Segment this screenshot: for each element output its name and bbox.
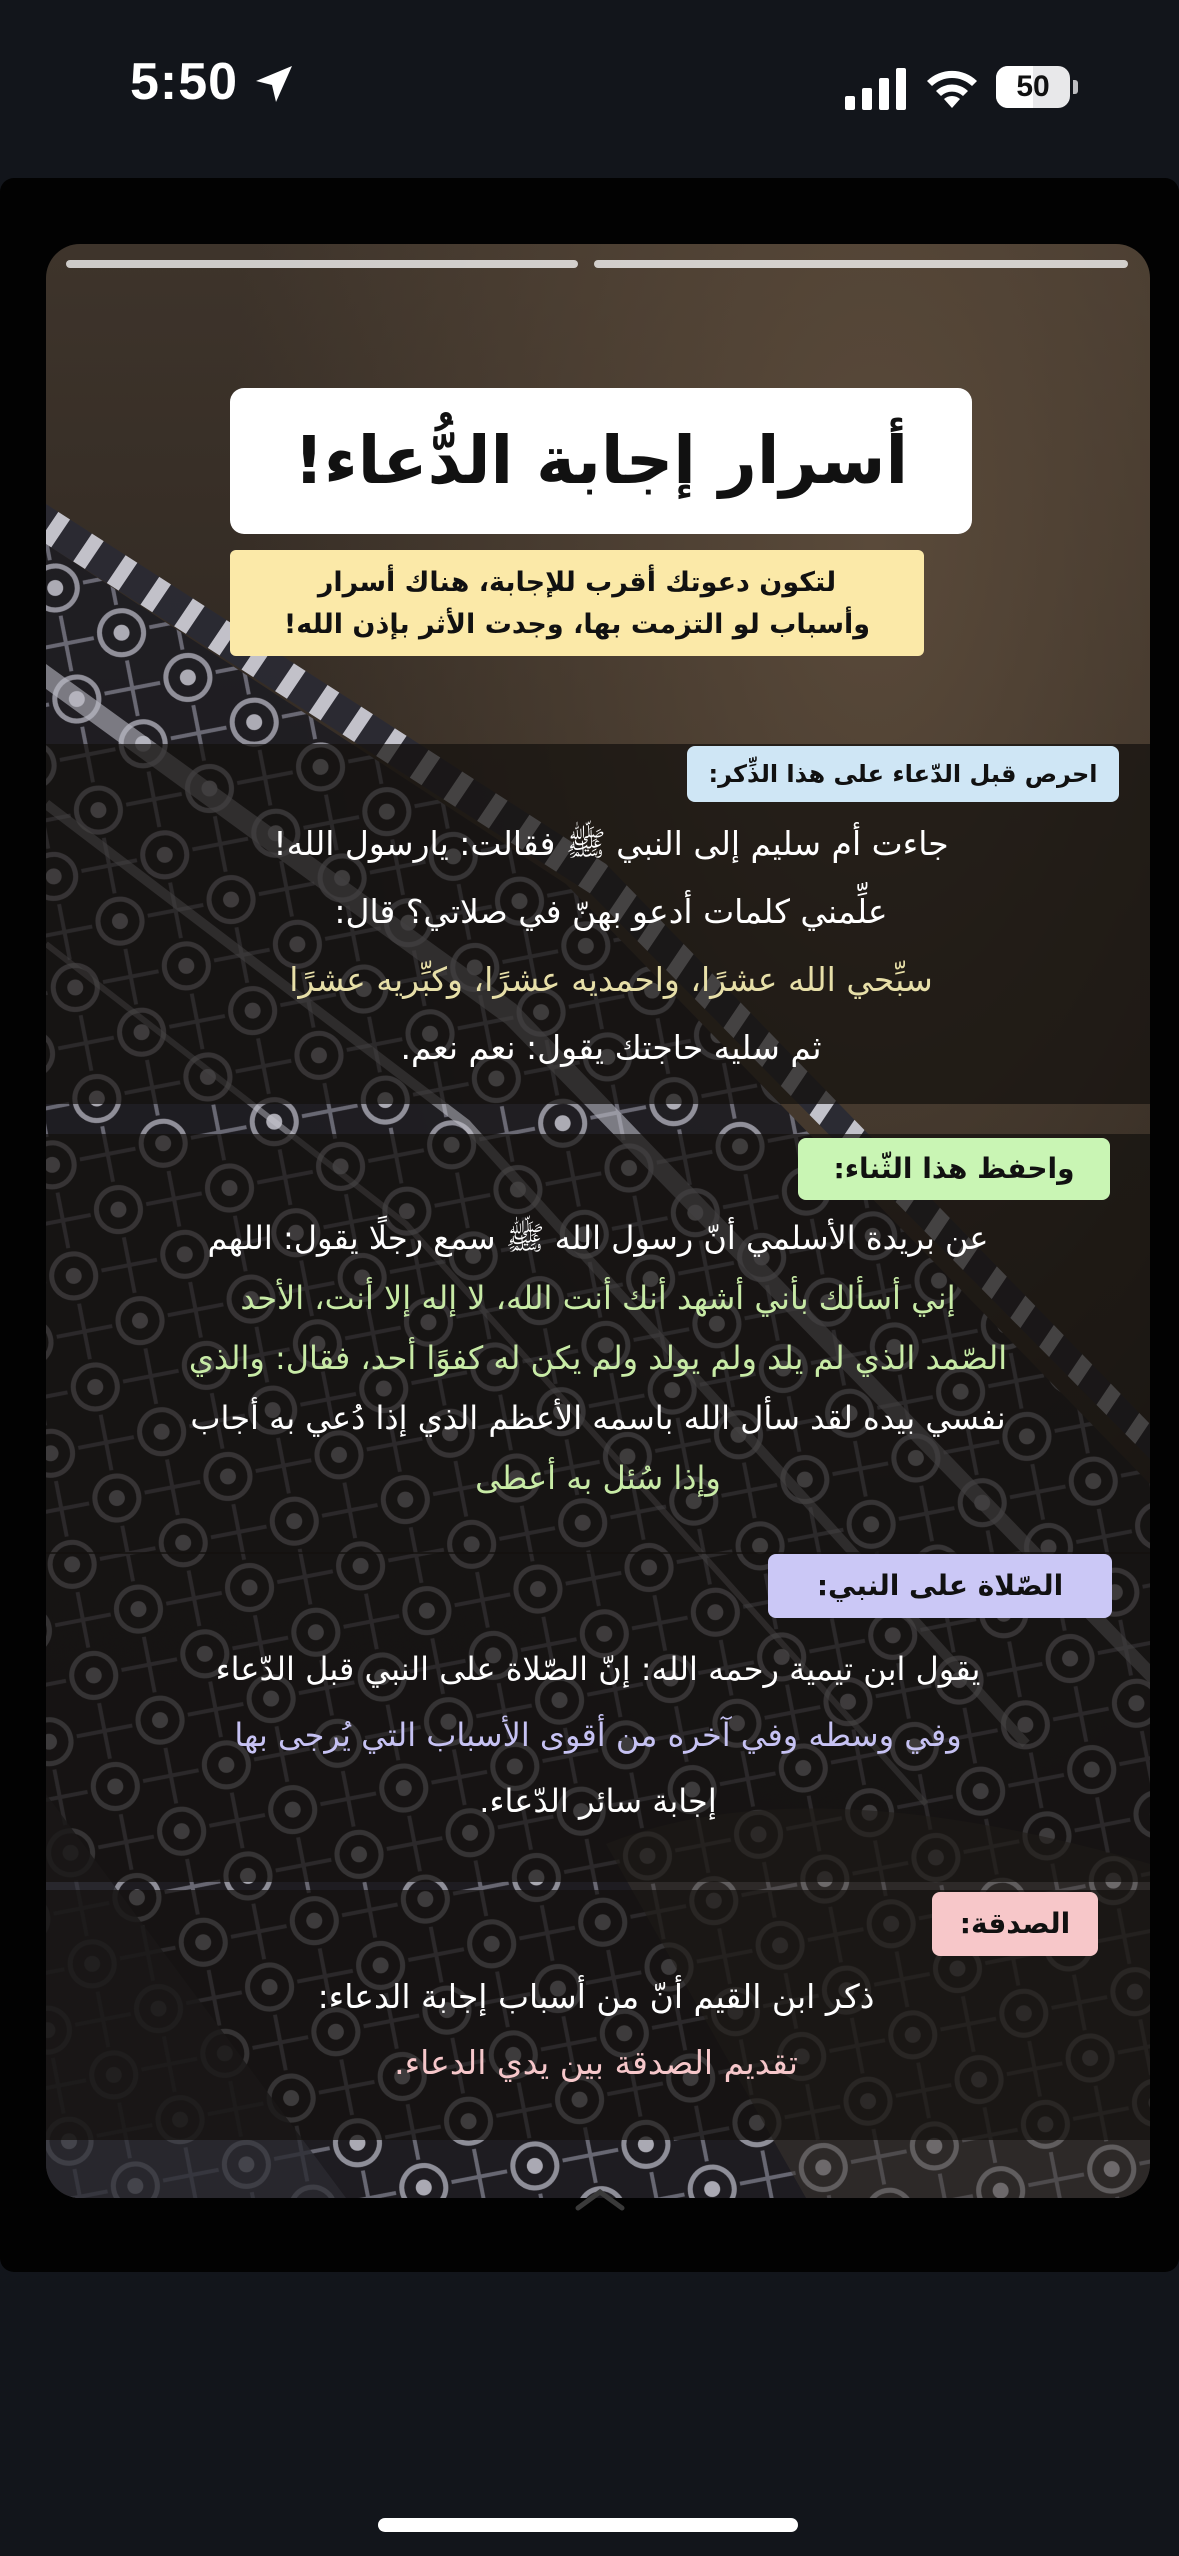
section-4-line-1: ذكر ابن القيم أنّ من أسباب إجابة الدعاء: — [317, 1977, 875, 2016]
chevron-up-icon[interactable] — [572, 2184, 628, 2214]
status-time: 5:50 — [130, 53, 239, 111]
status-bar — [0, 0, 1179, 170]
story-subtitle — [230, 550, 924, 656]
section-2-line-3: الصّمد الذي لم يلد ولم يولد ولم يكن له كفوًا أحد، فقال: والذي — [188, 1339, 1008, 1377]
section-label-salawat: الصّلاة على النبي: — [768, 1554, 1112, 1618]
section-body-salawat — [86, 1636, 1110, 1856]
story-card[interactable] — [46, 244, 1150, 2198]
section-3-line-2: وفي وسطه وفي آخره من أقوى الأسباب التي يُرجى بها — [234, 1716, 962, 1754]
section-3-line-3: إجابة سائر الدّعاء. — [479, 1782, 717, 1820]
cellular-signal-icon — [845, 68, 907, 110]
section-4-line-2: تقديم الصدقة بين يدي الدعاء. — [394, 2043, 798, 2082]
story-progress-segment-2 — [594, 260, 1128, 268]
section-2-line-4: نفسي بيده لقد سأل الله باسمه الأعظم الذي إذا دُعي به أجاب — [190, 1399, 1006, 1437]
subtitle-line-2: وأسباب لو التزمت بها، وجدت الأثر بإذن الله! — [283, 609, 871, 640]
section-1-line-4: ثم سليه حاجتك يقول: نعم نعم. — [400, 1028, 822, 1067]
section-label-praise: واحفظ هذا الثّناء: — [798, 1138, 1110, 1200]
section-body-dhikr — [116, 810, 1106, 1080]
section-1-line-3: سبِّحي الله عشرًا، واحمديه عشرًا، وكبِّريه عشرًا — [289, 960, 933, 999]
section-body-charity — [166, 1964, 1026, 2114]
battery-percent: 50 — [1016, 70, 1050, 103]
subtitle-line-1: لتكون دعوتك أقرب للإجابة، هناك أسرار — [317, 567, 837, 598]
location-arrow-icon — [252, 62, 296, 106]
section-label-dhikr: احرص قبل الدّعاء على هذا الذِّكر: — [687, 746, 1119, 802]
section-body-praise — [56, 1208, 1140, 1548]
story-title: أسرار إجابة الدُّعاء! — [230, 388, 972, 534]
section-label-charity: الصدقة: — [932, 1892, 1098, 1956]
battery-icon — [996, 66, 1076, 108]
section-2-line-5: وإذا سُئل به أعطى — [475, 1459, 721, 1497]
story-progress-segment-1 — [66, 260, 578, 268]
home-indicator[interactable] — [378, 2518, 798, 2532]
section-3-line-1: يقول ابن تيمية رحمه الله: إنّ الصّلاة على النبي قبل الدّعاء — [215, 1650, 981, 1688]
wifi-icon — [925, 64, 979, 110]
section-1-line-1: جاءت أم سليم إلى النبي ﷺ فقالت: يارسول الله! — [273, 824, 949, 863]
section-1-line-2: علِّمني كلمات أدعو بهنّ في صلاتي؟ قال: — [334, 892, 888, 931]
section-2-line-2: إني أسألك بأني أشهد أنك أنت الله، لا إله إلا أنت، الأحد — [240, 1279, 956, 1317]
battery-cap — [1073, 80, 1078, 94]
section-2-line-1: عن بريدة الأسلمي أنّ رسول الله ﷺ سمع رجلًا يقول: اللهم — [207, 1219, 989, 1257]
